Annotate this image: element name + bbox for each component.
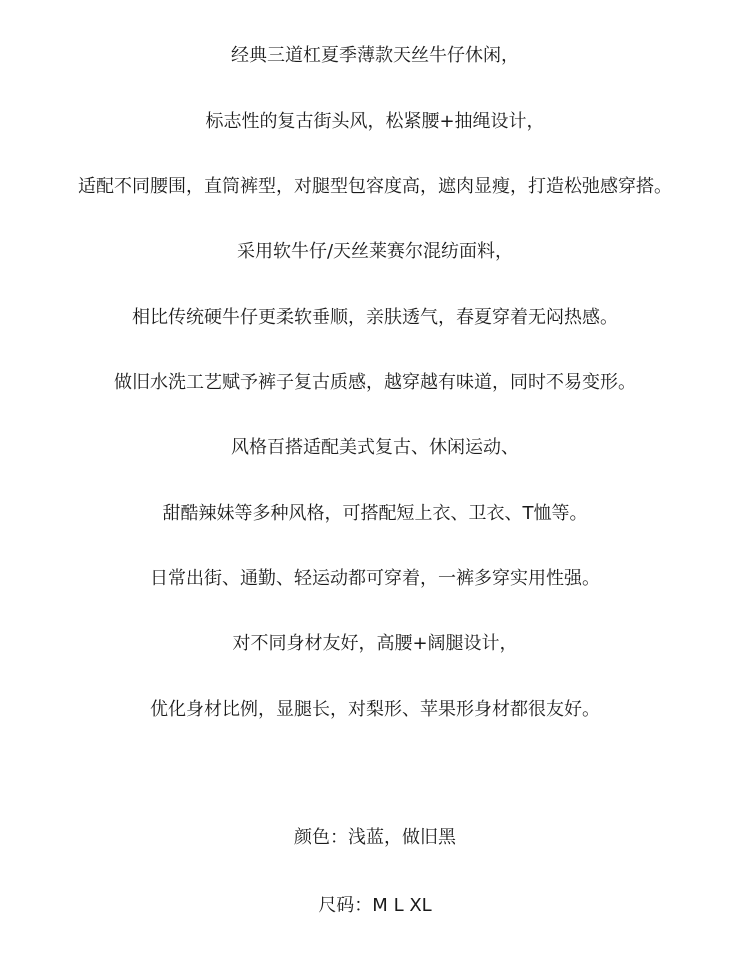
color-spec: 颜色：浅蓝，做旧黑 [294, 827, 456, 848]
description-line: 采用软牛仔/天丝莱赛尔混纺面料， [236, 241, 514, 262]
description-line: 风格百搭适配美式复古、休闲运动、 [231, 437, 519, 458]
description-line: 经典三道杠夏季薄款天丝牛仔休闲， [231, 45, 519, 66]
description-line: 相比传统硬牛仔更柔软垂顺，亲肤透气，春夏穿着无闷热感。 [132, 307, 618, 328]
description-line: 标志性的复古街头风，松紧腰+抽绳设计， [205, 111, 545, 132]
description-line: 甜酷辣妹等多种风格，可搭配短上衣、卫衣、T恤等。 [162, 503, 588, 524]
description-line: 日常出街、通勤、轻运动都可穿着，一裤多穿实用性强。 [150, 568, 600, 589]
description-line: 适配不同腰围，直筒裤型，对腿型包容度高，遮肉显瘦，打造松弛感穿搭。 [78, 176, 672, 197]
size-spec: 尺码：M L XL [318, 895, 432, 916]
description-line: 对不同身材友好，高腰+阔腿设计， [232, 633, 518, 654]
description-line: 做旧水洗工艺赋予裤子复古质感，越穿越有味道，同时不易变形。 [114, 372, 636, 393]
description-line: 优化身材比例，显腿长，对梨形、苹果形身材都很友好。 [150, 699, 600, 720]
